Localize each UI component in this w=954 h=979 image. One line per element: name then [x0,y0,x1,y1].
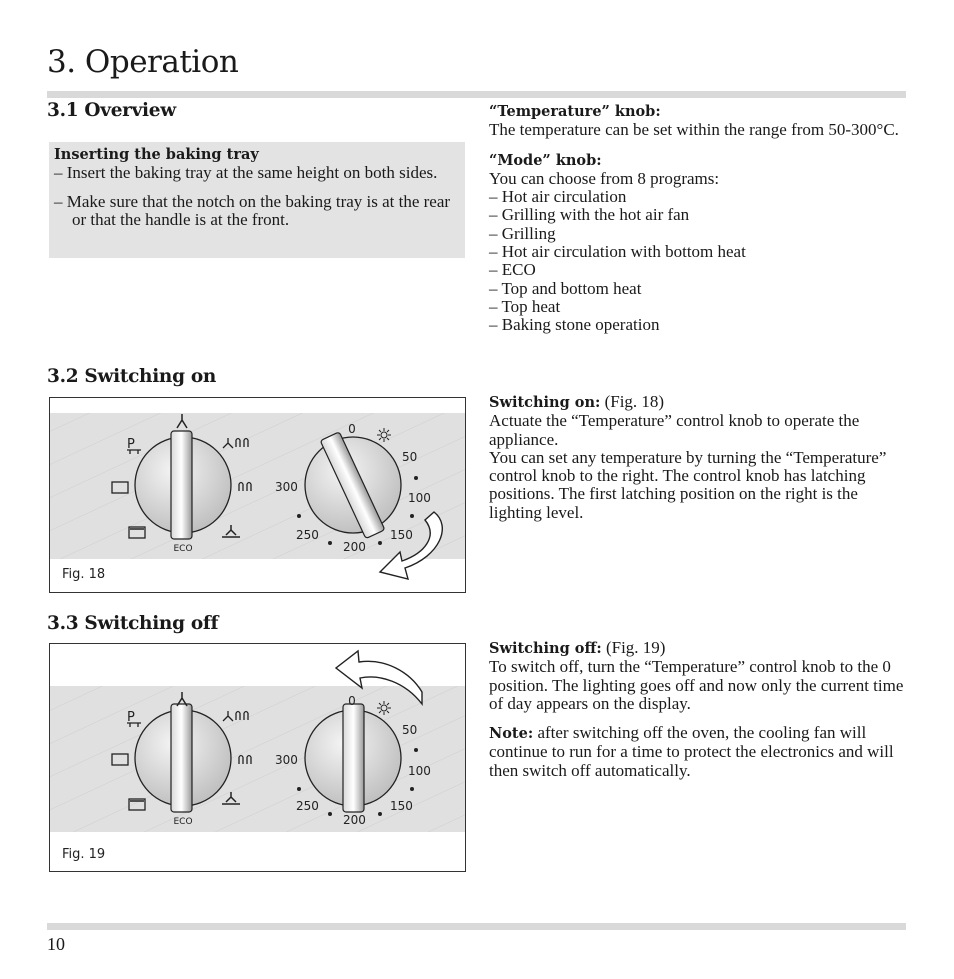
program-item: – Hot air circulation with bottom heat [489,242,746,262]
mode-knob-intro: You can choose from 8 programs: [489,168,720,188]
figure-19 [49,643,466,872]
section-heading-switching-on: 3.2 Switching on [47,366,217,387]
switching-on-p2: You can set any temperature by turning the “Temperature” control knob to the right. The control knob has latching positions. The first latching position on the right is the lighting level. [489,447,887,522]
switching-off-text [489,639,909,780]
switching-off-p1: To switch off, turn the “Temperature” control knob to the 0 position. The lighting goes off and now only the current time of day appears on the display. [489,657,904,713]
figure-18 [49,397,466,593]
switching-on-fig-ref: (Fig. 18) [600,392,665,411]
program-item: – Hot air circulation [489,187,627,207]
switching-on-label: Switching on: [489,394,601,411]
tray-box-title: Inserting the baking tray [54,146,259,163]
program-item: – Top and bottom heat [489,278,642,298]
temp-label-0: 0 [348,694,356,708]
switching-on-p1: Actuate the “Temperature” control knob to operate the appliance. [489,411,860,449]
mode-knob-eco-label: ECO [173,544,193,554]
mode-knob-grip [171,704,192,812]
figure-18-label: Fig. 18 [62,567,106,582]
temp-label-200: 200 [343,813,366,827]
temp-label-50: 50 [402,450,418,464]
tray-item: – Insert the baking tray at the same height on both sides. [54,163,438,183]
note-text: after switching off the oven, the cooling fan will continue to run for a time to protect the electronics and will then switch off automatically. [489,723,894,780]
note-label: Note: [489,725,534,743]
switching-on-text [489,393,909,522]
program-item: – Grilling [489,223,556,243]
temp-label-300: 300 [275,480,298,494]
switching-off-fig-ref: (Fig. 19) [601,638,666,657]
mode-knob-eco-label: ECO [173,817,193,827]
figure-19-label: Fig. 19 [62,847,106,862]
section-heading-switching-off: 3.3 Switching off [47,613,219,634]
tray-item: – Make sure that the notch on the baking tray is at the rear or that the handle is at the front. [54,191,451,229]
header-rule [47,91,906,98]
temp-label-100: 100 [408,764,431,778]
knob-descriptions [489,102,909,335]
page-title: 3. Operation [47,44,239,80]
temp-label-150: 150 [390,799,413,813]
program-item: – ECO [489,260,536,280]
page-number: 10 [47,934,65,954]
mode-knob-title: “Mode” knob: [489,151,602,169]
temp-label-100: 100 [408,491,431,505]
section-heading-overview: 3.1 Overview [47,100,176,121]
temp-label-250: 250 [296,528,319,542]
control-panel-illustration-on [50,398,465,592]
switching-off-label: Switching off: [489,640,602,657]
temp-label-300: 300 [275,753,298,767]
control-panel-illustration-off [50,644,465,871]
temp-label-250: 250 [296,799,319,813]
program-item: – Baking stone operation [489,315,660,335]
mode-knob-grip [171,431,192,539]
svg-text:P: P [127,437,135,452]
tray-info-box [49,142,465,258]
footer-rule [47,923,906,930]
temperature-knob-title: “Temperature” knob: [489,103,661,120]
program-item: – Top heat [489,296,561,316]
program-item: – Grilling with the hot air fan [489,205,690,225]
temp-label-0: 0 [348,422,356,436]
temp-label-50: 50 [402,723,418,737]
svg-text:P: P [127,710,135,725]
temp-label-200: 200 [343,540,366,554]
temperature-knob-text: The temperature can be set within the range from 50-300°C. [489,120,899,140]
temperature-knob-grip [343,704,364,812]
temp-label-150: 150 [390,528,413,542]
